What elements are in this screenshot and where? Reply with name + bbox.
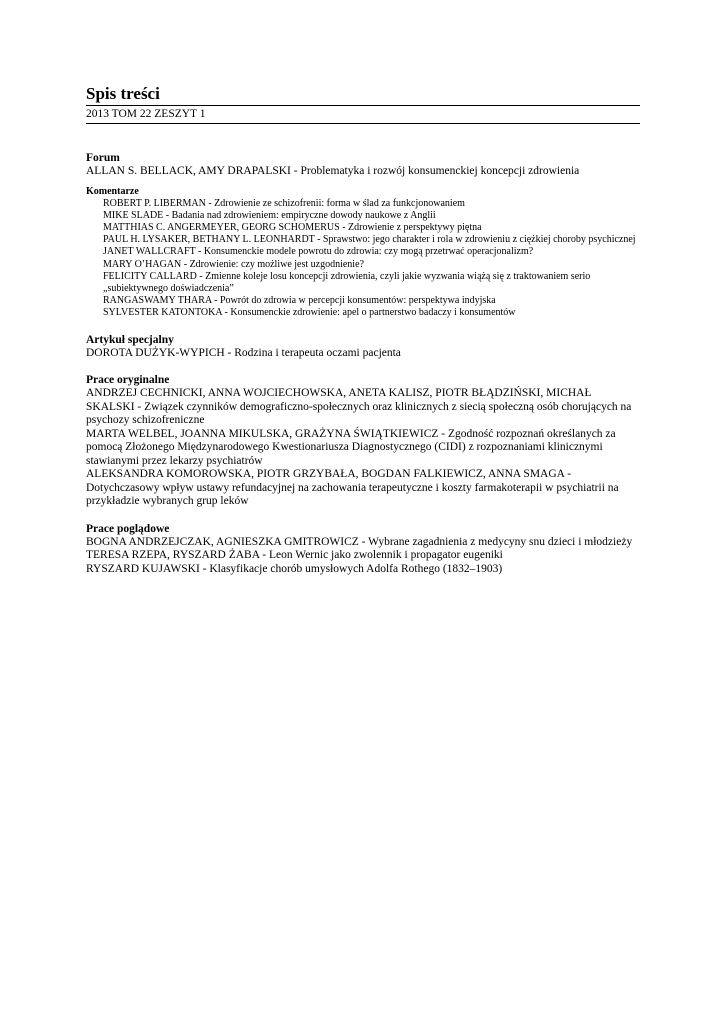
- subsection-title: Komentarze: [86, 185, 139, 197]
- section-special-article: [86, 334, 640, 361]
- toc-entry[interactable]: JANET WALLCRAFT - Konsumenckie modele powrotu do zdrowia: czy mogą przetrwać operacjonalizm?: [103, 246, 534, 258]
- section-title: Prace oryginalne: [86, 374, 170, 387]
- toc-entry[interactable]: MATTHIAS C. ANGERMEYER, GEORG SCHOMERUS - Zdrowienie z perspektywy piętna: [103, 221, 482, 233]
- toc-entry[interactable]: RYSZARD KUJAWSKI - Klasyfikacje chorób umysłowych Adolfa Rothego (1832–1903): [86, 562, 503, 575]
- section-review-papers: [86, 523, 640, 577]
- section-title: Forum: [86, 152, 120, 164]
- section-forum: [86, 152, 640, 320]
- toc-entry[interactable]: ANDRZEJ CECHNICKI, ANNA WOJCIECHOWSKA, ANETA KALISZ, PIOTR BŁĄDZIŃSKI, MICHAŁ SKALSKI - Związek czynników demograficzno-społecznych oraz klinicznych z siecią społeczną osób chorujących na psychozy schizofreniczne: [86, 387, 632, 427]
- document-page: [86, 84, 640, 576]
- toc-entry[interactable]: MARTA WELBEL, JOANNA MIKULSKA, GRAŻYNA ŚWIĄTKIEWICZ - Zgodność rozpoznań określanych za pomocą Złożonego Międzynarodowego Kwestionariusza Diagnostycznego (CIDI) z rozpoznaniami klinicznymi stawianymi przez lekarzy psychiatrów: [86, 427, 616, 467]
- toc-entry[interactable]: ROBERT P. LIBERMAN - Zdrowienie ze schizofrenii: forma w ślad za funkcjonowaniem: [103, 197, 465, 209]
- toc-entry[interactable]: ALLAN S. BELLACK, AMY DRAPALSKI - Problematyka i rozwój konsumenckiej koncepcji zdrowienia: [86, 165, 580, 177]
- section-title: Prace poglądowe: [86, 522, 170, 535]
- toc-entry[interactable]: ALEKSANDRA KOMOROWSKA, PIOTR GRZYBAŁA, BOGDAN FALKIEWICZ, ANNA SMAGA - Dotychczasowy wpływ ustawy refundacyjnej na zachowania terapeutyczne i koszty farmakoterapii w psychiatrii na przykładzie wybranych grup leków: [86, 468, 619, 508]
- toc-entry[interactable]: FELICITY CALLARD - Zmienne koleje losu koncepcji zdrowienia, czyli jakie wyzwania wiążą się z traktowaniem serio „subiektywnego doświadczenia”: [103, 270, 591, 294]
- toc-entry[interactable]: MARY O’HAGAN - Zdrowienie: czy możliwe jest uzgodnienie?: [103, 258, 364, 270]
- toc-entry[interactable]: SYLVESTER KATONTOKA - Konsumenckie zdrowienie: apel o partnerstwo badaczy i konsumentów: [103, 307, 516, 319]
- toc-entry[interactable]: MIKE SLADE - Badania nad zdrowieniem: empiryczne dowody naukowe z Anglii: [103, 209, 436, 221]
- toc-entry[interactable]: TERESA RZEPA, RYSZARD ŻABA - Leon Wernic jako zwolennik i propagator eugeniki: [86, 549, 503, 562]
- section-title: Artykuł specjalny: [86, 333, 174, 346]
- toc-entry[interactable]: BOGNA ANDRZEJCZAK, AGNIESZKA GMITROWICZ - Wybrane zagadnienia z medycyny snu dzieci i młodzieży: [86, 535, 633, 548]
- page-title: Spis treści: [86, 84, 640, 106]
- issue-info: 2013 TOM 22 ZESZYT 1: [86, 106, 640, 124]
- subsection-commentaries: [86, 186, 640, 320]
- section-original-papers: [86, 374, 640, 509]
- toc-entry[interactable]: PAUL H. LYSAKER, BETHANY L. LEONHARDT - Sprawstwo: jego charakter i rola w zdrowieniu z ciężkiej choroby psychicznej: [103, 234, 636, 246]
- toc-entry[interactable]: DOROTA DUŻYK-WYPICH - Rodzina i terapeuta oczami pacjenta: [86, 346, 401, 359]
- toc-entry[interactable]: RANGASWAMY THARA - Powrót do zdrowia w percepcji konsumentów: perspektywa indyjska: [103, 295, 496, 307]
